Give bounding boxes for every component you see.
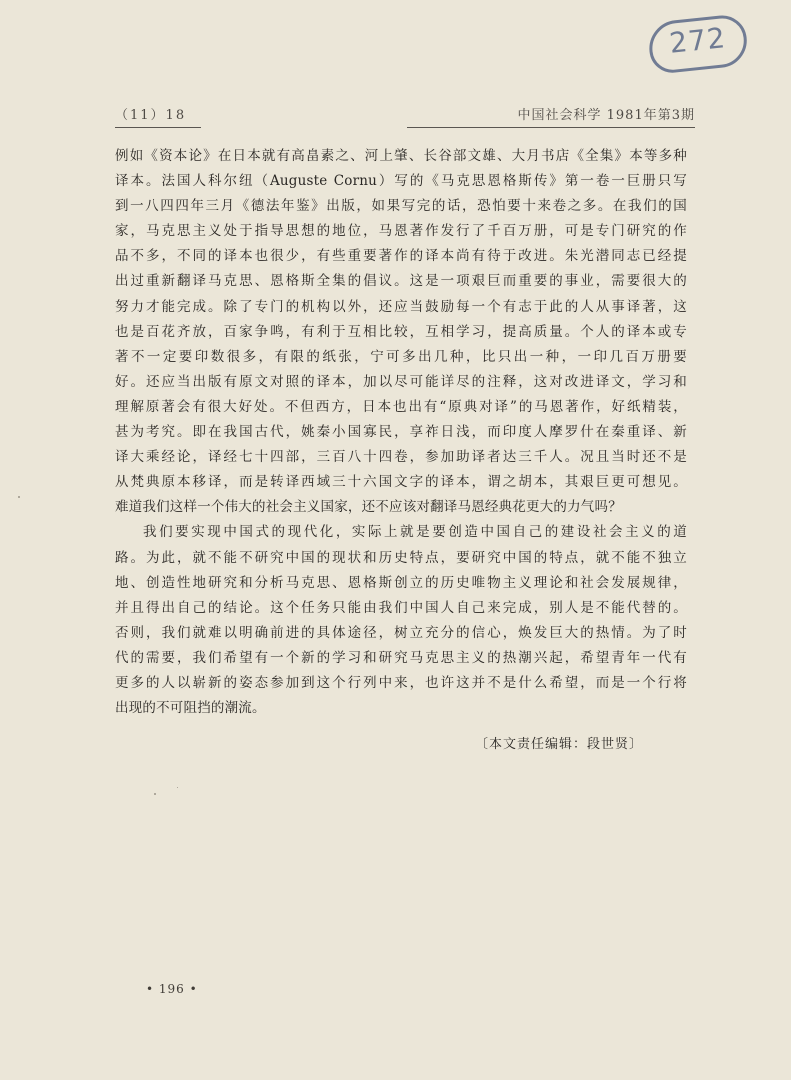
text-line: 到一八四四年三月《德法年鉴》出版，如果写完的话，恐怕要十来卷之多。在我们的国 bbox=[115, 198, 687, 215]
text-line: 难道我们这样一个伟大的社会主义国家，还不应该对翻译马恩经典花更大的力气吗？ bbox=[115, 499, 622, 516]
text-line: 出过重新翻译马克思、恩格斯全集的倡议。这是一项艰巨而重要的事业，需要很大的 bbox=[115, 273, 687, 290]
text-line: 代的需要，我们希望有一个新的学习和研究马克思主义的热潮兴起，希望青年一代有 bbox=[115, 649, 687, 666]
text-line: 译本。法国人科尔纽（Auguste Cornu）写的《马克思恩格斯传》第一卷一巨册只写 bbox=[115, 173, 687, 190]
text-line: 好。还应当出版有原文对照的译本，加以尽可能详尽的注释，这对改进译文，学习和 bbox=[115, 373, 687, 390]
text-line: 例如《资本论》在日本就有高畠素之、河上肇、长谷部文雄、大月书店《全集》本等多种 bbox=[115, 148, 687, 164]
text-line: 也是百花齐放，百家争鸣，有利于互相比较，互相学习，提高质量。个人的译本或专 bbox=[115, 323, 687, 340]
text-line: 著不一定要印数很多，有限的纸张，宁可多出几种，比只出一种，一印几百万册要 bbox=[115, 348, 687, 365]
scan-speck bbox=[177, 787, 178, 788]
text-line: 从梵典原本移译，而是转译西域三十六国文字的译本，谓之胡本，其艰巨更可想见。 bbox=[115, 474, 687, 491]
text-line: 甚为考究。即在我国古代，姚秦小国寡民，享祚日浅，而印度人摩罗什在秦重译、新 bbox=[115, 424, 687, 441]
text-line: 地、创造性地研究和分析马克思、恩格斯创立的历史唯物主义理论和社会发展规律， bbox=[115, 574, 687, 591]
text-line: 出现的不可阻挡的潮流。 bbox=[115, 700, 266, 717]
page-number: • 196 • bbox=[146, 982, 198, 996]
header-rule-gap bbox=[201, 124, 407, 131]
scan-speck bbox=[18, 496, 20, 498]
header-issue-page: （11）18 bbox=[115, 108, 187, 123]
text-line: 并且得出自己的结论。这个任务只能由我们中国人自己来完成，别人是不能代替的。 bbox=[115, 599, 687, 616]
text-line: 路。为此，就不能不研究中国的现状和历史特点，要研究中国的特点，就不能不独立 bbox=[115, 549, 687, 566]
scan-speck bbox=[154, 793, 156, 795]
journal-title: 中国社会科学 1981年第3期 bbox=[517, 108, 695, 123]
handwritten-page-annotation: 272 bbox=[647, 13, 750, 75]
text-line: 努力才能完成。除了专门的机构以外，还应当鼓励每一个有志于此的人从事译著，这 bbox=[115, 298, 687, 315]
article-body bbox=[115, 144, 687, 721]
running-header bbox=[115, 104, 695, 130]
paragraph-2 bbox=[115, 520, 687, 721]
text-line: 家，马克思主义处于指导思想的地位，马恩著作发行了千百万册，可是专门研究的作 bbox=[115, 223, 687, 240]
text-line: 更多的人以崭新的姿态参加到这个行列中来，也许这并不是什么希望，而是一个行将 bbox=[115, 674, 687, 691]
text-line: 理解原著会有很大好处。不但西方，日本也出有“原典对译”的马恩著作，好纸精装， bbox=[115, 398, 687, 415]
text-line: 我们要实现中国式的现代化，实际上就是要创造中国自己的建设社会主义的道 bbox=[143, 524, 687, 541]
text-line: 品不多，不同的译本也很少，有些重要著作的译本尚有待于改进。朱光潜同志已经提 bbox=[115, 248, 687, 265]
text-line: 译大乘经论，译经七十四部，三百八十四卷，参加助译者达三千人。况且当时还不是 bbox=[115, 449, 687, 466]
text-line: 否则，我们就难以明确前进的具体途径，树立充分的信心，焕发巨大的热情。为了时 bbox=[115, 624, 687, 641]
paragraph-1 bbox=[115, 144, 687, 520]
responsible-editor-note: 〔本文责任编辑：段世贤〕 bbox=[475, 737, 644, 752]
